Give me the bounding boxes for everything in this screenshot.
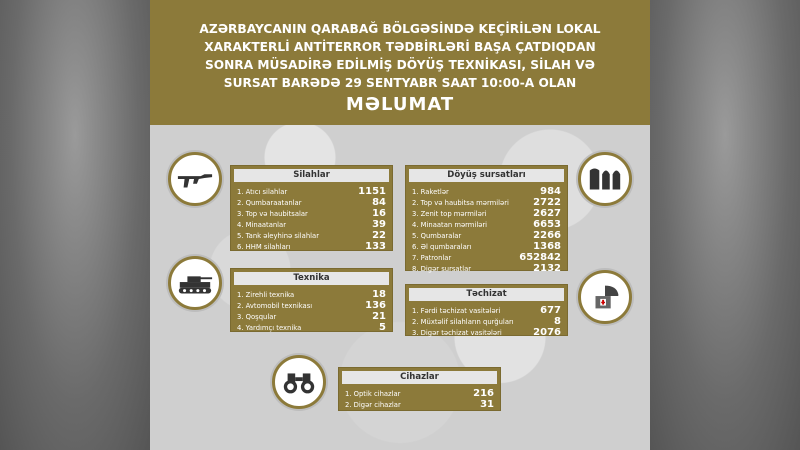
panel-silahlar-title: Silahlar <box>234 169 389 182</box>
panel-texnika <box>230 268 393 332</box>
item-value: 677 <box>540 305 561 316</box>
item-label: 7. Patronlar <box>412 253 452 262</box>
item-value: 2266 <box>533 230 561 241</box>
list-item <box>412 208 561 219</box>
item-label: 4. Minaatanlar <box>237 220 287 229</box>
item-label: 5. Tank əleyhinə silahlar <box>237 231 320 240</box>
list-item <box>412 252 561 263</box>
item-value: 216 <box>473 388 494 399</box>
panel-dovus-sursatlari-rows <box>406 185 567 277</box>
item-value: 16 <box>372 208 386 219</box>
list-item <box>412 327 561 338</box>
panel-techizat <box>405 284 568 336</box>
list-item <box>412 230 561 241</box>
panel-texnika-title: Texnika <box>234 272 389 285</box>
item-label: 1. Optik cihazlar <box>345 389 401 398</box>
item-value: 8 <box>554 316 561 327</box>
list-item <box>237 322 386 333</box>
panel-cihazlar-rows <box>339 387 500 413</box>
item-value: 2627 <box>533 208 561 219</box>
infographic-poster <box>150 0 650 450</box>
list-item <box>237 219 386 230</box>
right-blur-background <box>650 0 800 450</box>
item-label: 1. Atıcı silahlar <box>237 187 288 196</box>
item-value: 1368 <box>533 241 561 252</box>
item-value: 136 <box>365 300 386 311</box>
list-item <box>237 230 386 241</box>
item-value: 18 <box>372 289 386 300</box>
header-subtitle: MƏLUMAT <box>345 94 455 115</box>
binoculars-icon <box>272 355 326 409</box>
item-value: 84 <box>372 197 386 208</box>
list-item <box>237 197 386 208</box>
list-item <box>412 219 561 230</box>
item-label: 1. Raketlər <box>412 187 449 196</box>
list-item <box>345 399 494 410</box>
item-label: 1. Fərdi təchizat vasitələri <box>412 306 501 315</box>
list-item <box>412 241 561 252</box>
item-label: 3. Digər təchizat vasitələri <box>412 328 502 337</box>
item-label: 3. Top və haubitsalar <box>237 209 308 218</box>
item-label: 6. Əl qumbaraları <box>412 242 472 251</box>
item-value: 133 <box>365 241 386 252</box>
item-label: 2. Müxtəlif silahların qurğuları <box>412 317 514 326</box>
binoculars-icon-graphic <box>280 367 318 397</box>
item-label: 2. Avtomobil texnikası <box>237 301 313 310</box>
list-item <box>237 300 386 311</box>
item-value: 2722 <box>533 197 561 208</box>
list-item <box>412 316 561 327</box>
item-label: 1. Zirehli texnika <box>237 290 295 299</box>
list-item <box>237 241 386 252</box>
list-item <box>237 289 386 300</box>
item-label: 5. Qumbaralar <box>412 231 462 240</box>
left-blur-background <box>0 0 150 450</box>
panel-techizat-title: Təchizat <box>409 288 564 301</box>
tank-icon <box>168 256 222 310</box>
panel-texnika-rows <box>231 288 392 336</box>
item-value: 5 <box>379 322 386 333</box>
panel-silahlar-rows <box>231 185 392 255</box>
item-value: 1151 <box>358 186 386 197</box>
item-value: 2132 <box>533 263 561 274</box>
rifle-icon <box>168 152 222 206</box>
item-label: 4. Yardımçı texnika <box>237 323 302 332</box>
item-label: 6. HHM silahları <box>237 242 291 251</box>
equipment-icon-graphic <box>586 282 624 312</box>
list-item <box>237 208 386 219</box>
panel-dovus-sursatlari-title: Döyüş sursatları <box>409 169 564 182</box>
item-value: 39 <box>372 219 386 230</box>
header-title: AZƏRBAYCANIN QARABAĞ BÖLGƏSİNDƏ KEÇİRİLƏN LOKAL XARAKTERLİ ANTİTERROR TƏDBİRLƏRİ BAŞA ÇATDIQDAN SONRA MÜSADİRƏ EDİLMİŞ DÖYÜŞ TEXNİKASI, SİLAH VƏ SURSAT BARƏDƏ 29 SENTYABR SAAT 10:00-A OLAN <box>199 22 601 90</box>
list-item <box>237 311 386 322</box>
item-value: 22 <box>372 230 386 241</box>
item-value: 31 <box>480 399 494 410</box>
rifle-icon-graphic <box>176 164 214 194</box>
item-label: 4. Minaatan mərmiləri <box>412 220 488 229</box>
panel-cihazlar-title: Cihazlar <box>342 371 497 384</box>
list-item <box>237 186 386 197</box>
item-label: 2. Top və haubitsa mərmiləri <box>412 198 509 207</box>
tank-icon-graphic <box>176 268 214 298</box>
equipment-icon <box>578 270 632 324</box>
item-label: 3. Zenit top mərmiləri <box>412 209 487 218</box>
list-item <box>412 197 561 208</box>
item-value: 2076 <box>533 327 561 338</box>
panel-techizat-rows <box>406 304 567 341</box>
item-label: 8. Digər sursatlar <box>412 264 472 273</box>
item-label: 2. Digər cihazlar <box>345 400 401 409</box>
header-banner <box>150 0 650 125</box>
ammunition-icon <box>578 152 632 206</box>
item-label: 3. Qoşqular <box>237 312 277 321</box>
panel-silahlar <box>230 165 393 251</box>
list-item <box>412 263 561 274</box>
item-label: 2. Qumbaraatanlar <box>237 198 302 207</box>
list-item <box>412 305 561 316</box>
list-item <box>345 388 494 399</box>
item-value: 6653 <box>533 219 561 230</box>
panel-dovus-sursatlari <box>405 165 568 274</box>
item-value: 652842 <box>519 252 561 263</box>
ammunition-icon-graphic <box>586 164 624 194</box>
item-value: 984 <box>540 186 561 197</box>
list-item <box>412 186 561 197</box>
item-value: 21 <box>372 311 386 322</box>
panel-cihazlar <box>338 367 501 411</box>
